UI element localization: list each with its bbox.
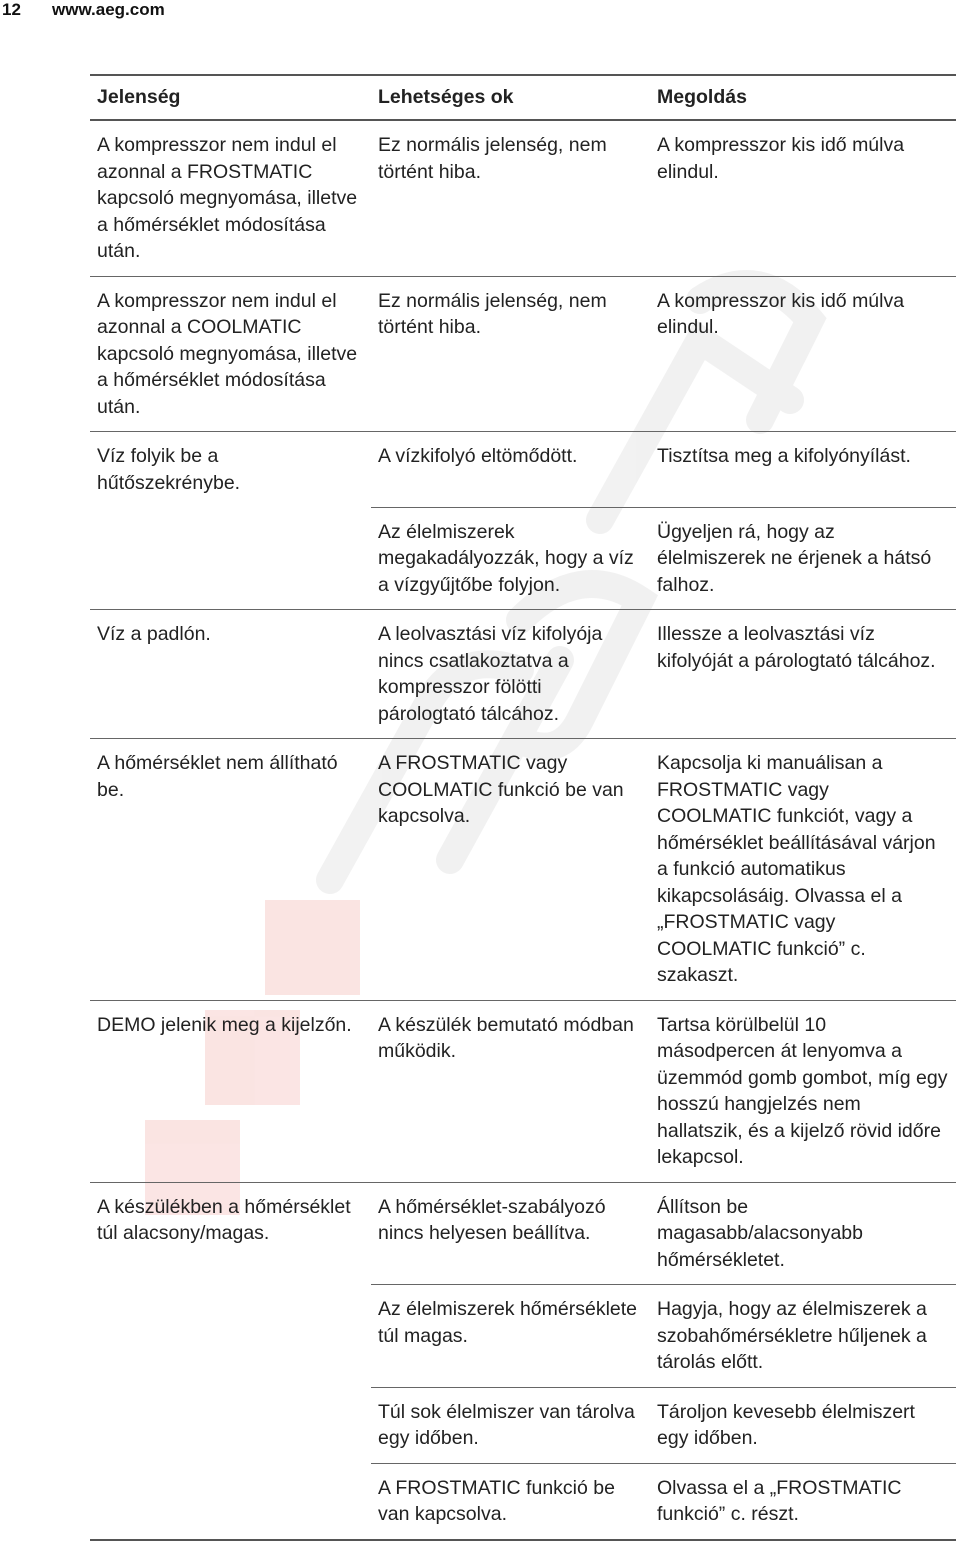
table-row xyxy=(90,1000,956,1182)
cause-cell: A vízkifolyó eltömődött. xyxy=(371,432,650,508)
table-row xyxy=(90,507,956,610)
solution-cell: Tároljon kevesebb élelmiszert egy időben. xyxy=(650,1387,956,1463)
table-row xyxy=(90,120,956,276)
column-header-cause: Lehetséges ok xyxy=(371,75,650,120)
website-url: www.aeg.com xyxy=(52,0,165,19)
cause-cell: Túl sok élelmiszer van tárolva egy időben. xyxy=(371,1387,650,1463)
symptom-cell: A kompresszor nem indul el azonnal a COOLMATIC kapcsoló megnyomása, illetve a hőmérséklet módosítása után. xyxy=(90,276,371,432)
cause-cell: A FROSTMATIC funkció be van kapcsolva. xyxy=(371,1463,650,1540)
table-row xyxy=(90,739,956,1001)
symptom-cell: A készülékben a hőmérséklet túl alacsony/magas. xyxy=(97,1195,351,1244)
cause-cell: Az élelmiszerek megakadályozzák, hogy a víz a vízgyűjtőbe folyjon. xyxy=(371,507,650,610)
column-header-solution: Megoldás xyxy=(650,75,956,120)
solution-cell: Tartsa körülbelül 10 másodpercen át lenyomva a üzemmód gomb gombot, míg egy hosszú hangjelzés nem hallatszik, és a kijelző rövid időre lekapcsol. xyxy=(650,1000,956,1182)
solution-cell: Hagyja, hogy az élelmiszerek a szobahőmérsékletre hűljenek a tárolás előtt. xyxy=(650,1285,956,1388)
cause-cell: A készülék bemutató módban működik. xyxy=(371,1000,650,1182)
cause-cell: A hőmérséklet-szabályozó nincs helyesen beállítva. xyxy=(371,1182,650,1285)
symptom-cell: A hőmérséklet nem állítható be. xyxy=(90,739,371,1001)
table-header-row xyxy=(90,75,956,120)
table-row xyxy=(90,1285,956,1388)
column-header-symptom: Jelenség xyxy=(90,75,371,120)
cause-cell: Ez normális jelenség, nem történt hiba. xyxy=(371,276,650,432)
solution-cell: Olvassa el a „FROSTMATIC funkció” c. részt. xyxy=(650,1463,956,1540)
solution-cell: Állítson be magasabb/alacsonyabb hőmérsékletet. xyxy=(650,1182,956,1285)
cause-cell: A FROSTMATIC vagy COOLMATIC funkció be van kapcsolva. xyxy=(371,739,650,1001)
symptom-cell: A kompresszor nem indul el azonnal a FROSTMATIC kapcsoló megnyomása, illetve a hőmérséklet módosítása után. xyxy=(90,120,371,276)
table-row xyxy=(90,1463,956,1540)
page-number: 12 xyxy=(2,0,21,19)
solution-cell: A kompresszor kis idő múlva elindul. xyxy=(650,276,956,432)
solution-cell: Ügyeljen rá, hogy az élelmiszerek ne érjenek a hátsó falhoz. xyxy=(650,507,956,610)
cause-cell: A leolvasztási víz kifolyója nincs csatlakoztatva a kompresszor fölötti párologtató tálcához. xyxy=(371,610,650,739)
solution-cell: Illessze a leolvasztási víz kifolyóját a párologtató tálcához. xyxy=(650,610,956,739)
solution-cell: Tisztítsa meg a kifolyónyílást. xyxy=(650,432,956,508)
table-row xyxy=(90,432,956,508)
symptom-cell xyxy=(90,507,371,610)
table-row xyxy=(90,1182,956,1285)
symptom-cell: DEMO jelenik meg a kijelzőn. xyxy=(90,1000,371,1182)
table-row xyxy=(90,1387,956,1463)
solution-cell: Kapcsolja ki manuálisan a FROSTMATIC vagy COOLMATIC funkciót, vagy a hőmérséklet beállításával várjon a funkció automatikus kikapcsolásáig. Olvassa el a „FROSTMATIC vagy COOLMATIC funkció” c. szakaszt. xyxy=(650,739,956,1001)
symptom-cell: Víz a padlón. xyxy=(90,610,371,739)
solution-cell: A kompresszor kis idő múlva elindul. xyxy=(650,120,956,276)
symptom-cell xyxy=(90,1387,371,1463)
symptom-cell: Víz folyik be a hűtőszekrénybe. xyxy=(97,445,241,494)
cause-cell: Az élelmiszerek hőmérséklete túl magas. xyxy=(371,1285,650,1388)
cause-cell: Ez normális jelenség, nem történt hiba. xyxy=(371,120,650,276)
table-row xyxy=(90,610,956,739)
symptom-cell xyxy=(90,1285,371,1388)
table-row xyxy=(90,276,956,432)
symptom-cell xyxy=(90,1463,371,1540)
troubleshooting-table xyxy=(90,74,956,1541)
